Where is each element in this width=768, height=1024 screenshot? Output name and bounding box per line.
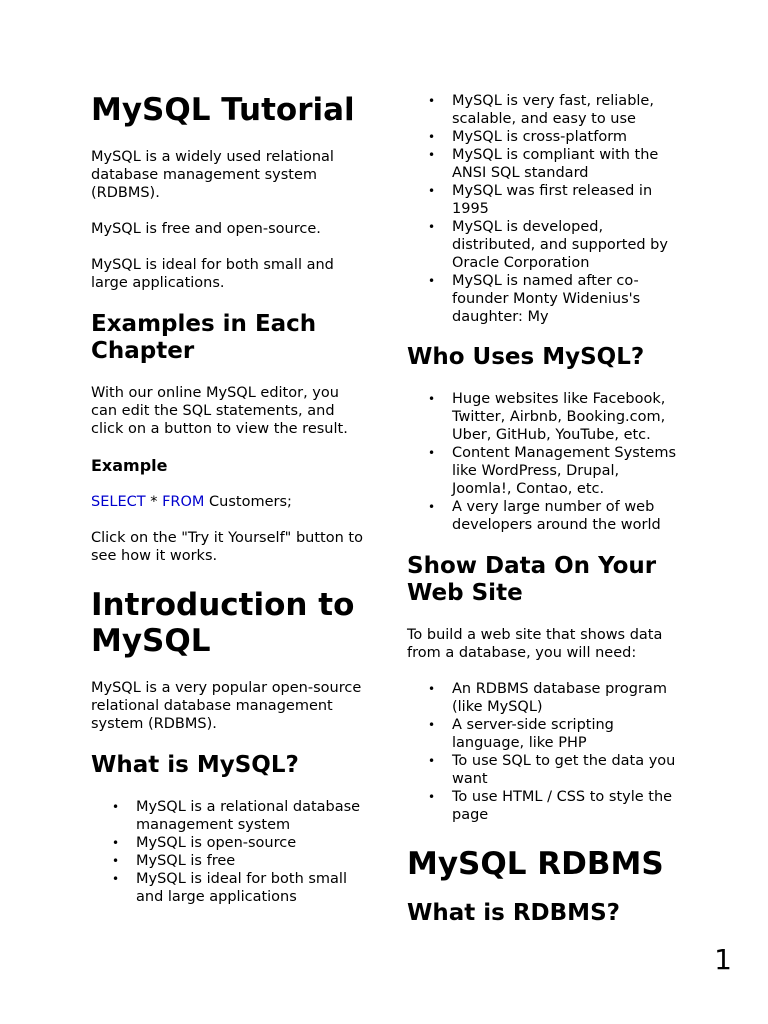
intro-paragraph-2: MySQL is free and open-source.	[91, 221, 321, 237]
intro-paragraph-1: MySQL is a widely used relational database management system (RDBMS).	[91, 149, 334, 201]
list-item: • Huge websites like Facebook, Twitter, Airbnb, Booking.com, Uber, GitHub, YouTube, etc.	[452, 390, 679, 444]
list-item: • MySQL is a relational database management system	[136, 798, 363, 834]
intro-paragraph-3: MySQL is ideal for both small and large applications.	[91, 257, 334, 291]
show-data-paragraph: To build a web site that shows data from a database, you will need:	[407, 627, 663, 661]
show-data-list	[407, 680, 679, 824]
list-item: • MySQL was first released in 1995	[452, 182, 679, 218]
code-example	[91, 493, 363, 511]
list-item: • To use SQL to get the data you want	[452, 752, 679, 788]
list-item: • MySQL is named after co-founder Monty Widenius's daughter: My	[452, 272, 679, 326]
list-item: • Content Management Systems like WordPress, Drupal, Joomla!, Contao, etc.	[452, 444, 679, 498]
page-title: MySQL Tutorial	[91, 92, 355, 128]
examples-paragraph: With our online MySQL editor, you can edit the SQL statements, and click on a button to view the result.	[91, 385, 348, 437]
mysql-rdbms-heading: MySQL RDBMS	[407, 846, 664, 882]
show-data-heading: Show Data On Your Web Site	[407, 553, 657, 606]
try-it-paragraph: Click on the "Try it Yourself" button to see how it works.	[91, 530, 363, 564]
left-column	[91, 0, 363, 906]
who-uses-heading: Who Uses MySQL?	[407, 344, 645, 370]
what-is-mysql-heading: What is MySQL?	[91, 752, 299, 778]
sql-star: *	[145, 494, 163, 510]
who-uses-list	[407, 390, 679, 534]
list-item: • MySQL is compliant with the ANSI SQL standard	[452, 146, 679, 182]
what-is-mysql-list	[91, 798, 363, 906]
what-is-rdbms-heading: What is RDBMS?	[407, 900, 620, 926]
list-item: • MySQL is ideal for both small and large applications	[136, 870, 363, 906]
list-item: • An RDBMS database program (like MySQL)	[452, 680, 679, 716]
right-column	[407, 0, 679, 927]
list-item: • A server-side scripting language, like PHP	[452, 716, 679, 752]
list-item: • To use HTML / CSS to style the page	[452, 788, 679, 824]
introduction-paragraph: MySQL is a very popular open-source relational database management system (RDBMS).	[91, 680, 362, 732]
list-item: • MySQL is free	[136, 852, 363, 870]
list-item: • A very large number of web developers around the world	[452, 498, 679, 534]
list-item: • MySQL is developed, distributed, and supported by Oracle Corporation	[452, 218, 679, 272]
list-item: • MySQL is open-source	[136, 834, 363, 852]
sql-keyword-from: FROM	[162, 494, 205, 510]
list-item: • MySQL is very fast, reliable, scalable, and easy to use	[452, 92, 679, 128]
introduction-heading: Introduction to MySQL	[91, 587, 355, 659]
features-list	[407, 92, 679, 326]
list-item: • MySQL is cross-platform	[452, 128, 679, 146]
examples-heading: Examples in Each Chapter	[91, 311, 317, 364]
example-label: Example	[91, 456, 168, 475]
page-number: 1	[714, 943, 732, 976]
sql-rest: Customers;	[204, 494, 292, 510]
sql-keyword-select: SELECT	[91, 494, 146, 510]
